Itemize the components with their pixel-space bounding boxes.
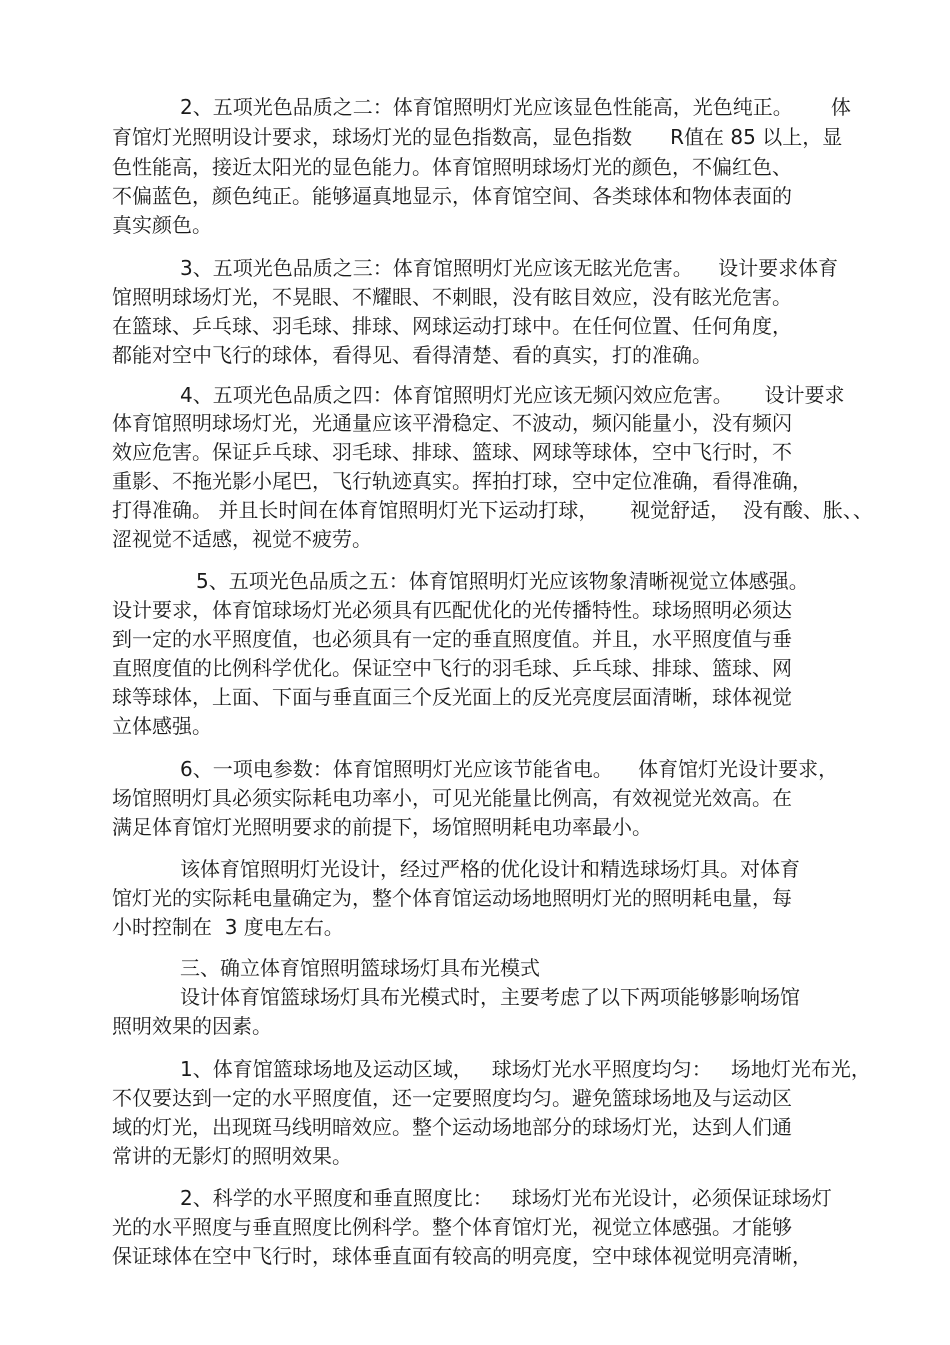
text-line: 小时控制在 3 度电左右。 <box>112 915 344 939</box>
text-line: 立体感强。 <box>112 714 212 738</box>
text-line: 该体育馆照明灯光设计，经过严格的优化设计和精选球场灯具。对体育 <box>180 857 800 881</box>
text-line: 直照度值的比例科学优化。保证空中飞行的羽毛球、乒乓球、排球、篮球、网 <box>112 656 792 680</box>
text-line: 设计体育馆篮球场灯具布光模式时，主要考虑了以下两项能够影响场馆 <box>180 985 800 1009</box>
text-line: 到一定的水平照度值，也必须具有一定的垂直照度值。并且，水平照度值与垂 <box>112 627 792 651</box>
text-line: 4、五项光色品质之四：体育馆照明灯光应该无频闪效应危害。 设计要求 <box>180 383 845 407</box>
text-line: 保证球体在空中飞行时，球体垂直面有较高的明亮度，空中球体视觉明亮清晰， <box>112 1244 812 1268</box>
text-line: 涩视觉不适感，视觉不疲劳。 <box>112 527 372 551</box>
text-line: 育馆灯光照明设计要求，球场灯光的显色指数高，显色指数 R值在 85 以上，显 <box>112 125 843 149</box>
text-line: 效应危害。保证乒乓球、羽毛球、排球、篮球、网球等球体，空中飞行时，不 <box>112 440 792 464</box>
text-line: 2、五项光色品质之二：体育馆照明灯光应该显色性能高，光色纯正。 体 <box>180 95 851 119</box>
text-line: 1、体育馆篮球场地及运动区域， 球场灯光水平照度均匀： 场地灯光布光， <box>180 1057 871 1081</box>
text-line: 都能对空中飞行的球体，看得见、看得清楚、看的真实，打的准确。 <box>112 343 712 367</box>
text-line: 满足体育馆灯光照明要求的前提下，场馆照明耗电功率最小。 <box>112 815 652 839</box>
text-line: 真实颜色。 <box>112 213 212 237</box>
text-line: 3、五项光色品质之三：体育馆照明灯光应该无眩光危害。 设计要求体育 <box>180 256 839 280</box>
text-line: 设计要求，体育馆球场灯光必须具有匹配优化的光传播特性。球场照明必须达 <box>112 598 792 622</box>
text-line: 6、一项电参数：体育馆照明灯光应该节能省电。 体育馆灯光设计要求， <box>180 757 839 781</box>
text-line: 球等球体，上面、下面与垂直面三个反光面上的反光亮度层面清晰，球体视觉 <box>112 685 792 709</box>
text-line: 照明效果的因素。 <box>112 1014 272 1038</box>
text-line: 域的灯光，出现斑马线明暗效应。整个运动场地部分的球场灯光，达到人们通 <box>112 1115 792 1139</box>
text-line: 体育馆照明球场灯光，光通量应该平滑稳定、不波动，频闪能量小，没有频闪 <box>112 411 792 435</box>
text-line: 2、科学的水平照度和垂直照度比： 球场灯光布光设计，必须保证球场灯 <box>180 1186 832 1210</box>
text-line: 不偏蓝色，颜色纯正。能够逼真地显示，体育馆空间、各类球体和物体表面的 <box>112 184 792 208</box>
text-line: 色性能高，接近太阳光的显色能力。体育馆照明球场灯光的颜色，不偏红色、 <box>112 155 792 179</box>
section-heading: 三、确立体育馆照明篮球场灯具布光模式 <box>180 956 540 980</box>
text-line: 光的水平照度与垂直照度比例科学。整个体育馆灯光，视觉立体感强。才能够 <box>112 1215 792 1239</box>
text-line: 5、五项光色品质之五：体育馆照明灯光应该物象清晰视觉立体感强。 <box>196 569 809 593</box>
text-line: 在篮球、乒乓球、羽毛球、排球、网球运动打球中。在任何位置、任何角度， <box>112 314 792 338</box>
text-line: 常讲的无影灯的照明效果。 <box>112 1144 352 1168</box>
text-line: 场馆照明灯具必须实际耗电功率小，可见光能量比例高，有效视觉光效高。在 <box>112 786 792 810</box>
text-line: 不仅要达到一定的水平照度值，还一定要照度均匀。避免篮球场地及与运动区 <box>112 1086 792 1110</box>
text-line: 馆照明球场灯光，不晃眼、不耀眼、不刺眼，没有眩目效应，没有眩光危害。 <box>112 285 792 309</box>
text-line: 打得准确。 并且长时间在体育馆照明灯光下运动打球， 视觉舒适， 没有酸、胀、、 <box>112 498 873 522</box>
text-line: 重影、不拖光影小尾巴，飞行轨迹真实。挥拍打球，空中定位准确，看得准确， <box>112 469 812 493</box>
text-line: 馆灯光的实际耗电量确定为，整个体育馆运动场地照明灯光的照明耗电量，每 <box>112 886 792 910</box>
